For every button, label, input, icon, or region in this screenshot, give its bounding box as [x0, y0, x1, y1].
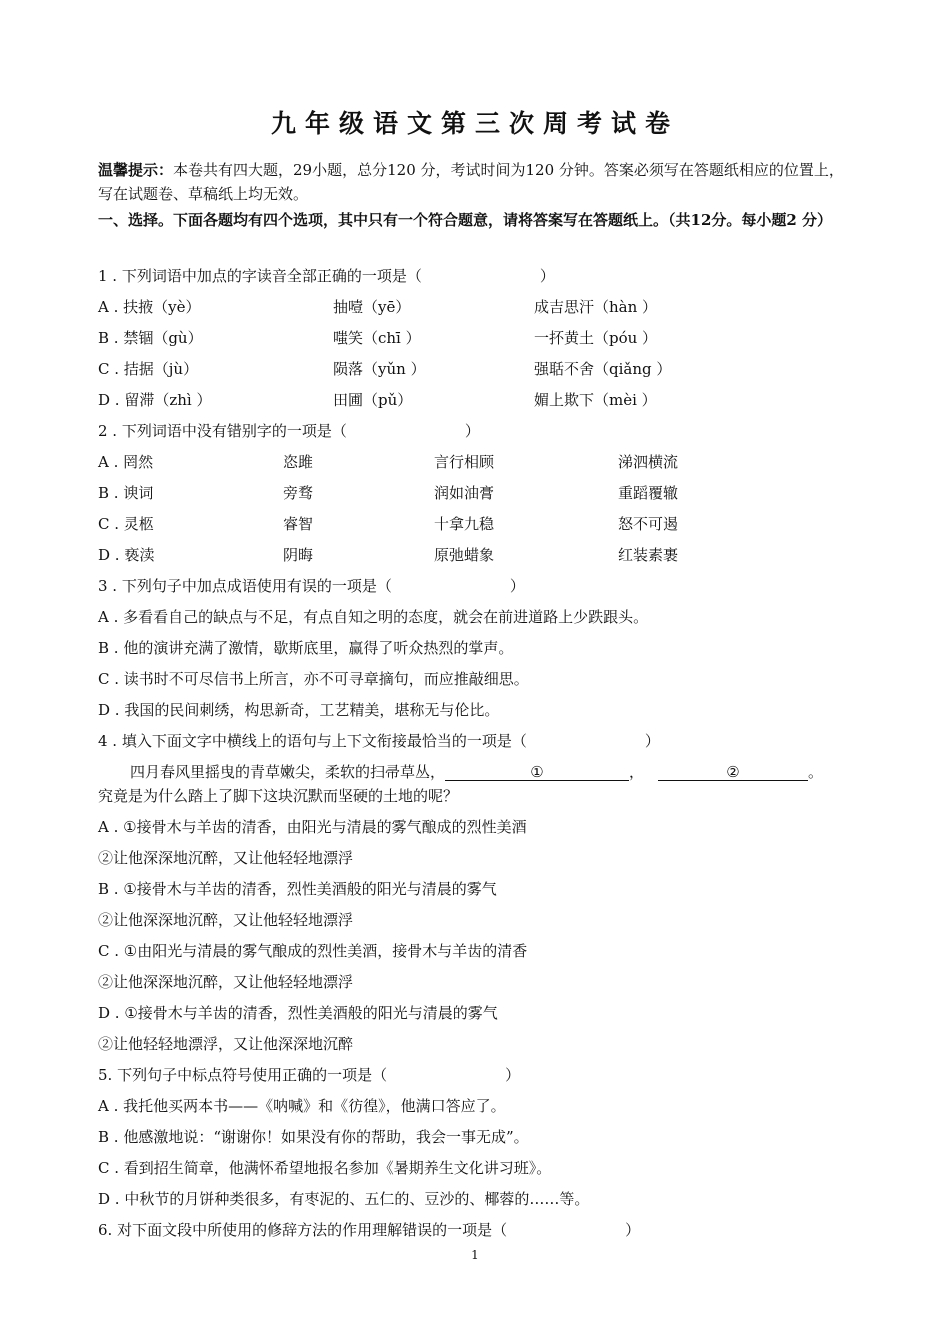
q1-stem	[98, 266, 555, 286]
q1-c-1: C . 拮据（jù）	[98, 360, 199, 378]
q5-close: ）	[505, 1066, 521, 1084]
q2-a-1: A . 罔然	[98, 453, 154, 471]
q4-stem-text: 4 . 填入下面文字中横线上的语句与上下文衔接最恰当的一项是（	[98, 732, 527, 750]
q2-c-1: C . 灵柩	[98, 515, 154, 533]
q4-passage-line1	[130, 762, 823, 782]
q1-close: ）	[539, 267, 555, 285]
q4-period: 。	[808, 763, 824, 781]
section1-heading: 一、选择。下面各题均有四个选项，其中只有一个符合题意，请将答案写在答题纸上。（共12分。每小题2 分）	[98, 211, 833, 229]
q2-d-3: 原弛蜡象	[434, 546, 495, 564]
q4-option-b-2: ②让他深深地沉醉，又让他轻轻地漂浮	[98, 911, 354, 929]
q5-option-d: D . 中秋节的月饼种类很多，有枣泥的、五仁的、豆沙的、椰蓉的……等。	[98, 1190, 590, 1208]
q4-blank-1: ①	[445, 762, 629, 781]
q6-stem	[98, 1220, 640, 1240]
q1-c-2: 陨落（yǔn ）	[333, 360, 426, 378]
q2-b-1: B . 谀词	[98, 484, 154, 502]
q2-c-2: 睿智	[283, 515, 314, 533]
q4-stem	[98, 731, 660, 751]
q1-d-3: 媚上欺下（mèi ）	[534, 391, 657, 409]
q4-option-b-1: B . ①接骨木与羊齿的清香，烈性美酒般的阳光与清晨的雾气	[98, 880, 497, 898]
q1-a-1: A . 扶掖（yè）	[98, 298, 201, 316]
q1-d-2: 田圃（pǔ）	[333, 391, 413, 409]
q6-close: ）	[625, 1221, 641, 1239]
q4-passage-start: 四月春风里摇曳的青草嫩尖，柔软的扫帚草丛，	[130, 763, 446, 781]
q5-stem	[98, 1065, 520, 1085]
q3-option-a: A . 多看看自己的缺点与不足，有点自知之明的态度，就会在前进道路上少跌跟头。	[98, 608, 649, 626]
q4-option-c-2: ②让他深深地沉醉，又让他轻轻地漂浮	[98, 973, 354, 991]
q2-d-4: 红装素裹	[618, 546, 679, 564]
q3-stem	[98, 576, 525, 596]
q4-option-d-1: D . ①接骨木与羊齿的清香，烈性美酒般的阳光与清晨的雾气	[98, 1004, 498, 1022]
q2-b-4: 重蹈覆辙	[618, 484, 679, 502]
q4-blank-2: ②	[658, 762, 808, 781]
q2-b-2: 旁骛	[283, 484, 314, 502]
q2-d-1: D . 亵渎	[98, 546, 155, 564]
page-number: 1	[471, 1248, 479, 1262]
q5-option-a: A . 我托他买两本书——《呐喊》和《彷徨》，他满口答应了。	[98, 1097, 506, 1115]
q4-passage-line2: 究竟是为什么踏上了脚下这块沉默而坚硬的土地的呢？	[98, 787, 459, 805]
q5-option-c: C . 看到招生简章，他满怀希望地报名参加《暑期养生文化讲习班》。	[98, 1159, 552, 1177]
q2-b-3: 润如油膏	[434, 484, 495, 502]
q2-stem	[98, 421, 480, 441]
q4-option-a-1: A . ①接骨木与羊齿的清香，由阳光与清晨的雾气酿成的烈性美酒	[98, 818, 527, 836]
q3-close: ）	[509, 577, 525, 595]
q1-a-2: 抽噎（yē）	[333, 298, 411, 316]
q2-stem-text: 2 . 下列词语中没有错别字的一项是（	[98, 422, 347, 440]
tip-label: 温馨提示：	[98, 161, 174, 179]
exam-title: 九年级语文第三次周考试卷	[270, 109, 679, 138]
q3-stem-text: 3 . 下列句子中加点成语使用有误的一项是（	[98, 577, 392, 595]
q4-comma: ，	[629, 763, 645, 781]
q2-c-4: 怒不可遏	[618, 515, 679, 533]
q4-close: ）	[644, 732, 660, 750]
q4-option-a-2: ②让他深深地沉醉，又让他轻轻地漂浮	[98, 849, 354, 867]
q1-a-3: 成吉思汗（hàn ）	[534, 298, 658, 316]
q2-a-3: 言行相顾	[434, 453, 495, 471]
q2-a-2: 恣雎	[283, 453, 314, 471]
q2-d-2: 阴晦	[283, 546, 314, 564]
q4-option-c-1: C . ①由阳光与清晨的雾气酿成的烈性美酒，接骨木与羊齿的清香	[98, 942, 528, 960]
q3-option-d: D . 我国的民间刺绣，构思新奇，工艺精美，堪称无与伦比。	[98, 701, 500, 719]
q1-c-3: 强聒不舍（qiǎng ）	[534, 360, 672, 378]
q2-close: ）	[464, 422, 480, 440]
q5-stem-text: 5. 下列句子中标点符号使用正确的一项是（	[98, 1066, 388, 1084]
q1-b-1: B . 禁锢（gù）	[98, 329, 203, 347]
q6-stem-text: 6. 对下面文段中所使用的修辞方法的作用理解错误的一项是（	[98, 1221, 508, 1239]
q1-stem-text: 1 . 下列词语中加点的字读音全部正确的一项是（	[98, 267, 422, 285]
q3-option-c: C . 读书时不可尽信书上所言，亦不可寻章摘句，而应推敲细思。	[98, 670, 529, 688]
q5-option-b: B . 他感激地说：“谢谢你！如果没有你的帮助，我会一事无成”。	[98, 1128, 529, 1146]
tip-paragraph	[98, 158, 858, 206]
tip-text: 本卷共有四大题，29小题，总分120 分，考试时间为120 分钟。答案必须写在答题纸相应的位置上，写在试题卷、草稿纸上均无效。	[98, 161, 844, 203]
q2-c-3: 十拿九稳	[434, 515, 495, 533]
q1-d-1: D . 留滞（zhì ）	[98, 391, 212, 409]
q2-a-4: 涕泗横流	[618, 453, 679, 471]
q4-option-d-2: ②让他轻轻地漂浮，又让他深深地沉醉	[98, 1035, 354, 1053]
q1-b-3: 一抔黄土（póu ）	[534, 329, 658, 347]
q1-b-2: 嗤笑（chī ）	[333, 329, 421, 347]
q3-option-b: B . 他的演讲充满了激情，歇斯底里，赢得了听众热烈的掌声。	[98, 639, 514, 657]
